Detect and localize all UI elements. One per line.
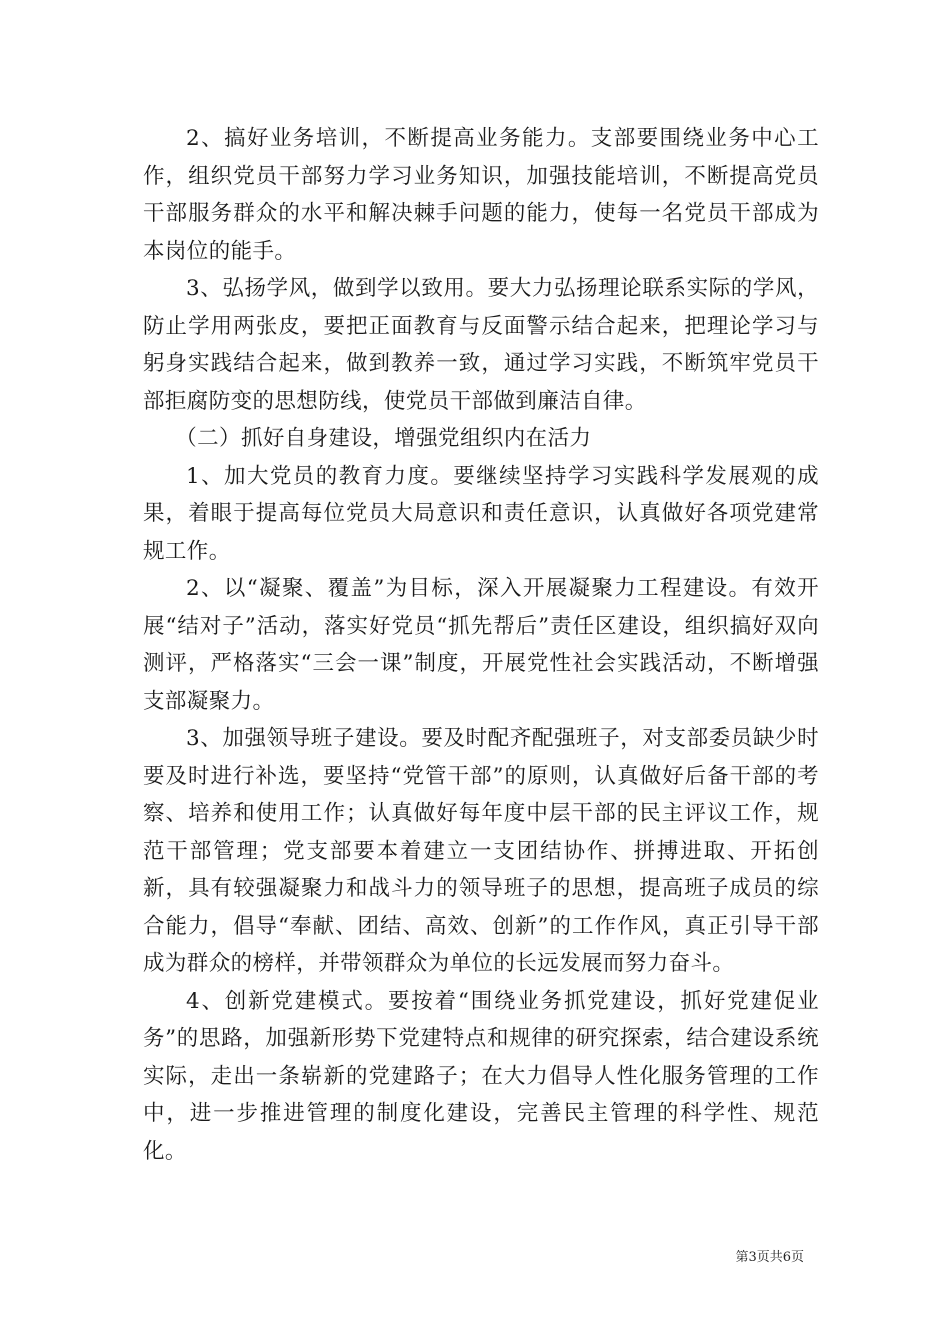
document-body — [143, 120, 819, 1170]
paragraph-leadership-team: 3、加强领导班子建设。要及时配齐配强班子，对支部委员缺少时要及时进行补选，要坚持“党管干部”的原则，认真做好后备干部的考察、培养和使用工作；认真做好每年度中层干部的民主评议工作，规范干部管理；党支部要本着建立一支团结协作、拼搏进取、开拓创新，具有较强凝聚力和战斗力的领导班子的思想，提高班子成员的综合能力，倡导“奉献、团结、高效、创新”的工作作风，真正引导干部成为群众的榜样，并带领群众为单位的长远发展而努力奋斗。 — [143, 726, 819, 976]
paragraph-cohesion-project: 2、以“凝聚、覆盖”为目标，深入开展凝聚力工程建设。有效开展“结对子”活动，落实好党员“抓先帮后”责任区建设，组织搞好双向测评，严格落实“三会一课”制度，开展党性社会实践活动，不断增强支部凝聚力。 — [143, 576, 819, 714]
page-number-footer: 第3页共6页 — [735, 1250, 804, 1265]
paragraph-business-training: 2、搞好业务培训，不断提高业务能力。支部要围绕业务中心工作，组织党员干部努力学习业务知识，加强技能培训，不断提高党员干部服务群众的水平和解决棘手问题的能力，使每一名党员干部成为本岗位的能手。 — [143, 126, 819, 264]
paragraph-member-education: 1、加大党员的教育力度。要继续坚持学习实践科学发展观的成果，着眼于提高每位党员大局意识和责任意识，认真做好各项党建常规工作。 — [143, 463, 819, 564]
section-heading-self-building: （二）抓好自身建设，增强党组织内在活力 — [175, 426, 592, 451]
paragraph-study-style: 3、弘扬学风，做到学以致用。要大力弘扬理论联系实际的学风，防止学用两张皮，要把正面教育与反面警示结合起来，把理论学习与躬身实践结合起来，做到教养一致，通过学习实践，不断筑牢党员干部拒腐防变的思想防线，使党员干部做到廉洁自律。 — [143, 276, 819, 414]
paragraph-innovation-model: 4、创新党建模式。要按着“围绕业务抓党建设，抓好党建促业务”的思路，加强新形势下党建特点和规律的研究探索，结合建设系统实际，走出一条崭新的党建路子；在大力倡导人性化服务管理的工作中，进一步推进管理的制度化建设，完善民主管理的科学性、规范化。 — [143, 988, 819, 1164]
